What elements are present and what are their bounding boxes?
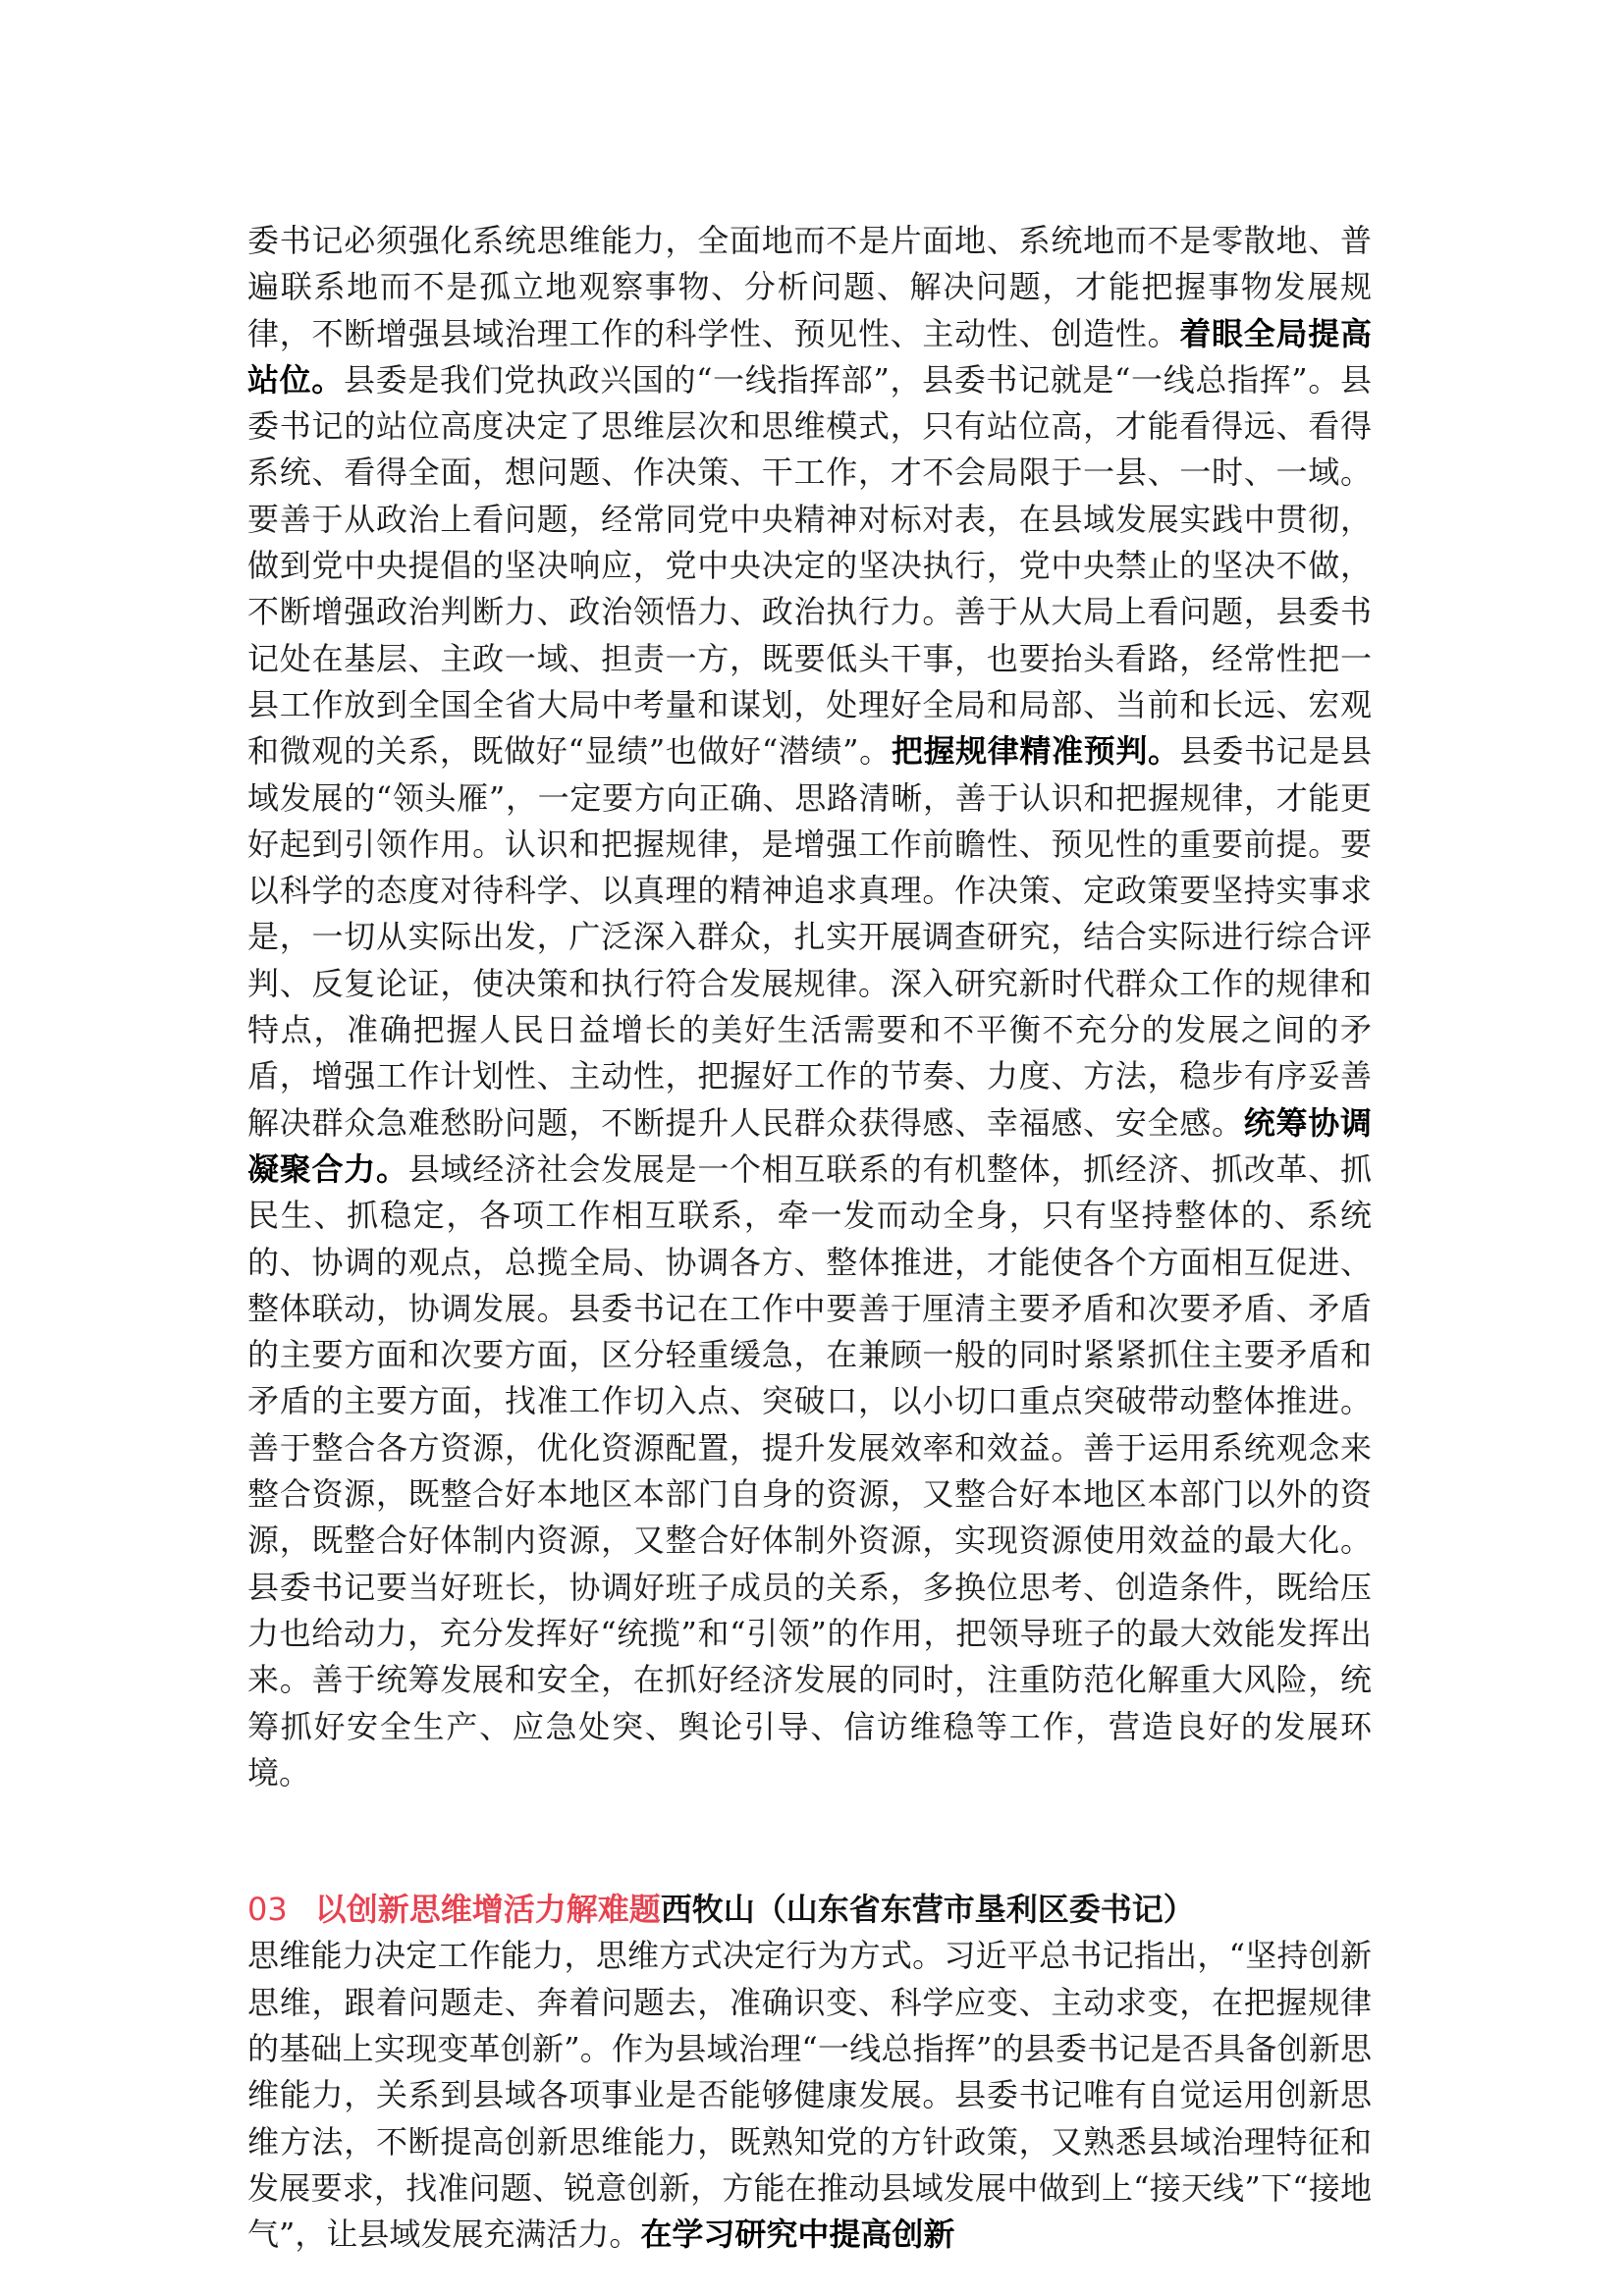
bold-subheading-coordination: 统筹协调凝聚合力。 xyxy=(247,1103,1372,1188)
section-author: 西牧山（山东省东营市垦利区委书记） xyxy=(660,1891,1195,1929)
bold-subheading-study-research: 在学习研究中提高创新 xyxy=(640,2216,955,2254)
section-title: 以创新思维增活力解难题 xyxy=(314,1891,661,1929)
section-number: 03 xyxy=(247,1891,288,1929)
body-paragraph-2 xyxy=(247,1933,1372,2258)
bold-subheading-global-view: 着眼全局提高站位。 xyxy=(247,314,1372,399)
bold-subheading-grasp-laws: 把握规律精准预判。 xyxy=(891,732,1180,771)
paragraph-text: 委书记必须强化系统思维能力，全面地而不是片面地、系统地而不是零散地、普遍联系地而不是孤立地观察事物、分析问题、解决问题，才能把握事物发展规律，不断增强县域治理工作的科学性、预见性、主动性、创造性。 xyxy=(247,222,1372,352)
paragraph-text: 思维能力决定工作能力，思维方式决定行为方式。习近平总书记指出，“坚持创新思维，跟着问题走、奔着问题去，准确识变、科学应变、主动求变，在把握规律的基础上实现变革创新”。作为县域治理“一线总指挥”的县委书记是否具备创新思维能力，关系到县域各项事业是否能够健康发展。县委书记唯有自觉运用创新思维方法，不断提高创新思维能力，既熟知党的方针政策，又熟悉县域治理特征和发展要求，找准问题、锐意创新，方能在推动县域发展中做到上“接天线”下“接地气”，让县域发展充满活力。 xyxy=(247,1937,1372,2254)
document-body xyxy=(247,218,1372,2258)
body-paragraph-1 xyxy=(247,218,1372,1796)
paragraph-text: 县域经济社会发展是一个相互联系的有机整体，抓经济、抓改革、抓民生、抓稳定，各项工作相互联系，牵一发而动全身，只有坚持整体的、系统的、协调的观点，总揽全局、协调各方、整体推进，才能使各个方面相互促进、整体联动，协调发展。县委书记在工作中要善于厘清主要矛盾和次要矛盾、矛盾的主要方面和次要方面，区分轻重缓急，在兼顾一般的同时紧紧抓住主要矛盾和矛盾的主要方面，找准工作切入点、突破口，以小切口重点突破带动整体推进。善于整合各方资源，优化资源配置，提升发展效率和效益。善于运用系统观念来整合资源，既整合好本地区本部门自身的资源，又整合好本地区本部门以外的资源，既整合好体制内资源，又整合好体制外资源，实现资源使用效益的最大化。县委书记要当好班长，协调好班子成员的关系，多换位思考、创造条件，既给压力也给动力，充分发挥好“统揽”和“引领”的作用，把领导班子的最大效能发挥出来。善于统筹发展和安全，在抓好经济发展的同时，注重防范化解重大风险，统筹抓好安全生产、应急处突、舆论引导、信访维稳等工作，营造良好的发展环境。 xyxy=(247,1149,1372,1791)
paragraph-text: 县委书记是县域发展的“领头雁”，一定要方向正确、思路清晰，善于认识和把握规律，才能更好起到引领作用。认识和把握规律，是增强工作前瞻性、预见性的重要前提。要以科学的态度对待科学、以真理的精神追求真理。作决策、定政策要坚持实事求是，一切从实际出发，广泛深入群众，扎实开展调查研究，结合实际进行综合评判、反复论证，使决策和执行符合发展规律。深入研究新时代群众工作的规律和特点，准确把握人民日益增长的美好生活需要和不平衡不充分的发展之间的矛盾，增强工作计划性、主动性，把握好工作的节奏、力度、方法，稳步有序妥善解决群众急难愁盼问题，不断提升人民群众获得感、幸福感、安全感。 xyxy=(247,732,1372,1142)
section-heading xyxy=(247,1887,1372,1933)
paragraph-text: 县委是我们党执政兴国的“一线指挥部”，县委书记就是“一线总指挥”。县委书记的站位高度决定了思维层次和思维模式，只有站位高，才能看得远、看得系统、看得全面，想问题、作决策、干工作，才不会局限于一县、一时、一域。要善于从政治上看问题，经常同党中央精神对标对表，在县域发展实践中贯彻，做到党中央提倡的坚决响应，党中央决定的坚决执行，党中央禁止的坚决不做，不断增强政治判断力、政治领悟力、政治执行力。善于从大局上看问题，县委书记处在基层、主政一域、担责一方，既要低头干事，也要抬头看路，经常性把一县工作放到全国全省大局中考量和谋划，处理好全局和局部、当前和长远、宏观和微观的关系，既做好“显绩”也做好“潜绩”。 xyxy=(247,360,1372,771)
